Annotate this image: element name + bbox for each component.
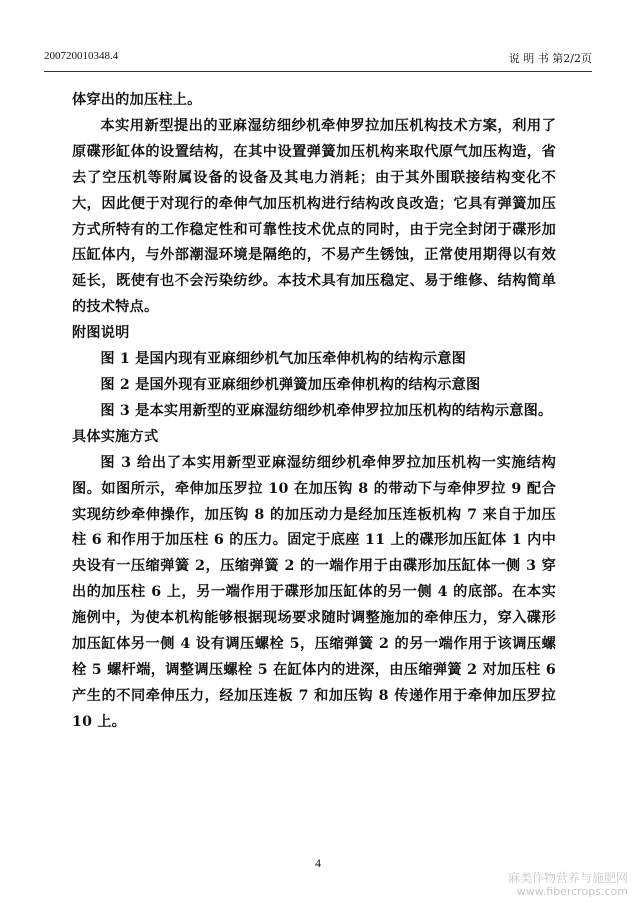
watermark-url: www.fibercrops.com [516,885,628,898]
watermark [508,871,628,899]
paragraph-embodiment: 图 3 给出了本实用新型亚麻湿纺细纱机牵伸罗拉加压机构一实施结构图。如图所示，牵伸加压罗拉 10 在加压钩 8 的带动下与牵伸罗拉 9 配合实现纺纱牵伸操作，加压钩 8 的加压动力是经加压连板机构 7 来自于加压柱 6 和作用于加压柱 6 的压力。固定于底座 11 上的碟形加压缸体 1 内中央设有一压缩弹簧 2，压缩弹簧 2 的一端作用于由碟形加压缸体一侧 3 穿出的加压柱 6 上，另一端作用于碟形加压缸体的另一侧 4 的底部。在本实施例中，为使本机构能够根据现场要求随时调整施加的牵伸压力，穿入碟形加压缸体另一侧 4 设有调压螺栓 5，压缩弹簧 2 的另一端作用于该调压螺栓 5 螺杆端，调整调压螺栓 5 在缸体内的进深，由压缩弹簧 2 对加压柱 6 产生的不同牵伸压力，经加压连板 7 和加压钩 8 传递作用于牵伸加压罗拉 10 上。 [72,454,556,730]
document-body [72,88,556,736]
paragraph-continuation: 体穿出的加压柱上。 [72,92,202,108]
watermark-site-name: 麻类作物营养与施肥网 [507,871,628,885]
figure-1-caption: 图 1 是国内现有亚麻细纱机气加压牵伸机构的结构示意图 [100,351,467,368]
heading-figure-description: 附图说明 [72,325,130,342]
figure-3-caption: 图 3 是本实用新型的亚麻湿纺细纱机牵伸罗拉加压机构的结构示意图。 [100,402,553,419]
heading-embodiment: 具体实施方式 [72,428,159,445]
paragraph-summary: 本实用新型提出的亚麻湿纺细纱机牵伸罗拉加压机构技术方案，利用了原碟形缸体的设置结构，在其中设置弹簧加压机构来取代原气加压构造，省去了空压机等附属设备的设备及其电力消耗；由于其外围联接结构变化不大，因此便于对现行的牵伸气加压机构进行结构改良改造；它具有弹簧加压方式所特有的工作稳定性和可靠性技术优点的同时，由于完全封闭于碟形加压缸体内，与外部潮湿环境是隔绝的，不易产生锈蚀，正常使用期得以有效延长，既使有也不会污染纺纱。本技术具有加压稳定、易于维修、结构简单的技术特点。 [72,117,556,316]
page-number: 4 [315,856,321,870]
document-number: 200720010348.4 [44,50,119,62]
page-label: 说 明 书 第2/2页 [508,52,592,65]
header-divider [44,71,592,72]
figure-2-caption: 图 2 是国外现有亚麻细纱机弹簧加压牵伸机构的结构示意图 [100,376,481,393]
page-header [44,50,592,68]
